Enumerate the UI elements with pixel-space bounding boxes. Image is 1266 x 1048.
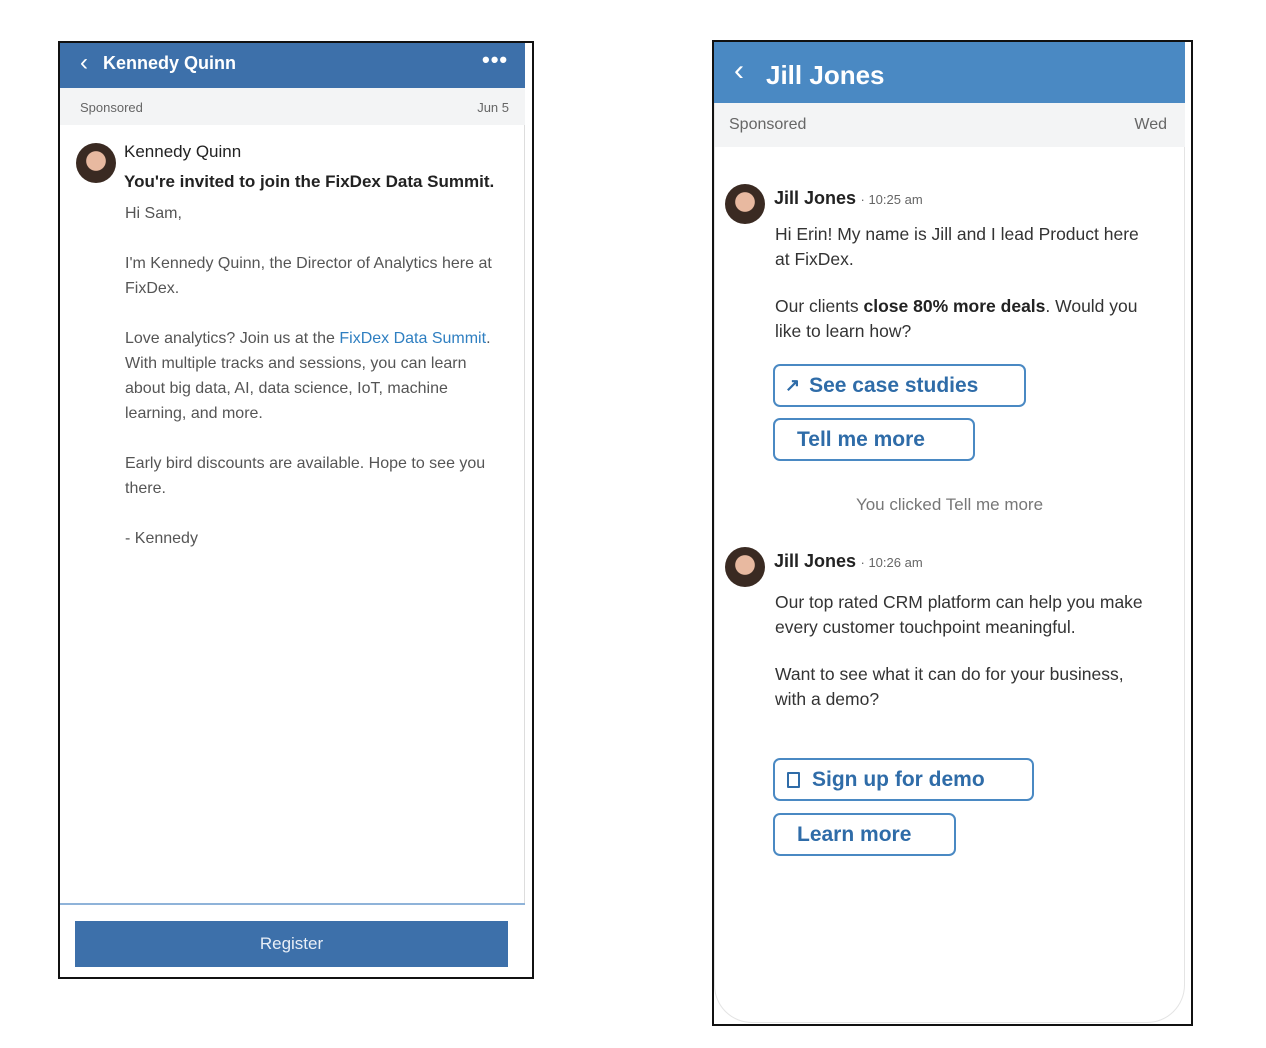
paragraph: Our top rated CRM platform can help you make every customer touchpoint meaningful. [775, 592, 1143, 637]
footer-divider [60, 903, 525, 905]
sponsored-label: Sponsored [729, 116, 807, 133]
avatar [76, 143, 116, 183]
tell-me-more-button[interactable]: Tell me more [773, 418, 975, 461]
date: Wed [1134, 116, 1167, 133]
sponsored-bar [715, 103, 1185, 147]
greeting: Hi Sam, [125, 205, 182, 222]
paragraph [775, 294, 1155, 344]
button-label: Sign up for demo [812, 767, 985, 791]
timestamp: · 10:25 am [860, 192, 923, 207]
message-body [775, 222, 1155, 344]
left-header [60, 43, 525, 88]
sponsored-bar [60, 88, 525, 125]
divider [524, 43, 525, 903]
back-chevron-icon[interactable]: ‹ [734, 54, 744, 87]
learn-more-button[interactable]: Learn more [773, 813, 956, 856]
see-case-studies-button[interactable] [773, 364, 1026, 407]
text: . Would you like to learn how? [775, 296, 1138, 341]
system-notice: You clicked Tell me more [855, 495, 1044, 514]
message-body [775, 590, 1145, 712]
avatar [725, 547, 765, 587]
summit-link[interactable]: FixDex Data Summit [339, 330, 487, 347]
avatar [725, 184, 765, 224]
message-header [774, 188, 923, 209]
text: Love analytics? Join us at the [125, 330, 340, 347]
sender-name: Jill Jones [774, 188, 857, 208]
date: Jun 5 [477, 100, 509, 115]
sign-up-for-demo-button[interactable] [773, 758, 1034, 801]
header-title: Kennedy Quinn [103, 53, 237, 73]
paragraph: I'm Kennedy Quinn, the Director of Analytics here at FixDex. [125, 255, 492, 297]
bold-text: close 80% more deals [863, 296, 1046, 316]
sponsored-label: Sponsored [80, 100, 143, 115]
clipboard-icon [787, 772, 800, 788]
paragraph: Want to see what it can do for your business, with a demo? [775, 664, 1124, 709]
paragraph: Early bird discounts are available. Hope to see you there. [125, 455, 486, 497]
sender-name: Jill Jones [774, 551, 857, 571]
header-title: Jill Jones [766, 60, 885, 90]
right-header [714, 42, 1185, 103]
message-body [125, 201, 495, 551]
external-link-icon: ↗ [785, 375, 801, 395]
timestamp: · 10:26 am [860, 555, 923, 570]
text: Our clients [775, 296, 864, 316]
subject: You're invited to join the FixDex Data Summit. [124, 172, 495, 191]
paragraph [125, 326, 495, 426]
message-header [774, 551, 923, 572]
register-button[interactable]: Register [75, 921, 508, 967]
more-options-icon[interactable]: ••• [482, 47, 509, 72]
text: . With multiple tracks and sessions, you can learn about big data, AI, data science, IoT, machine learning, and more. [125, 330, 491, 422]
button-label: See case studies [809, 373, 979, 397]
sender-name: Kennedy Quinn [124, 142, 242, 161]
back-chevron-icon[interactable]: ‹ [80, 49, 88, 76]
paragraph: Hi Erin! My name is Jill and I lead Product here at FixDex. [775, 224, 1139, 269]
signoff: - Kennedy [125, 530, 198, 547]
